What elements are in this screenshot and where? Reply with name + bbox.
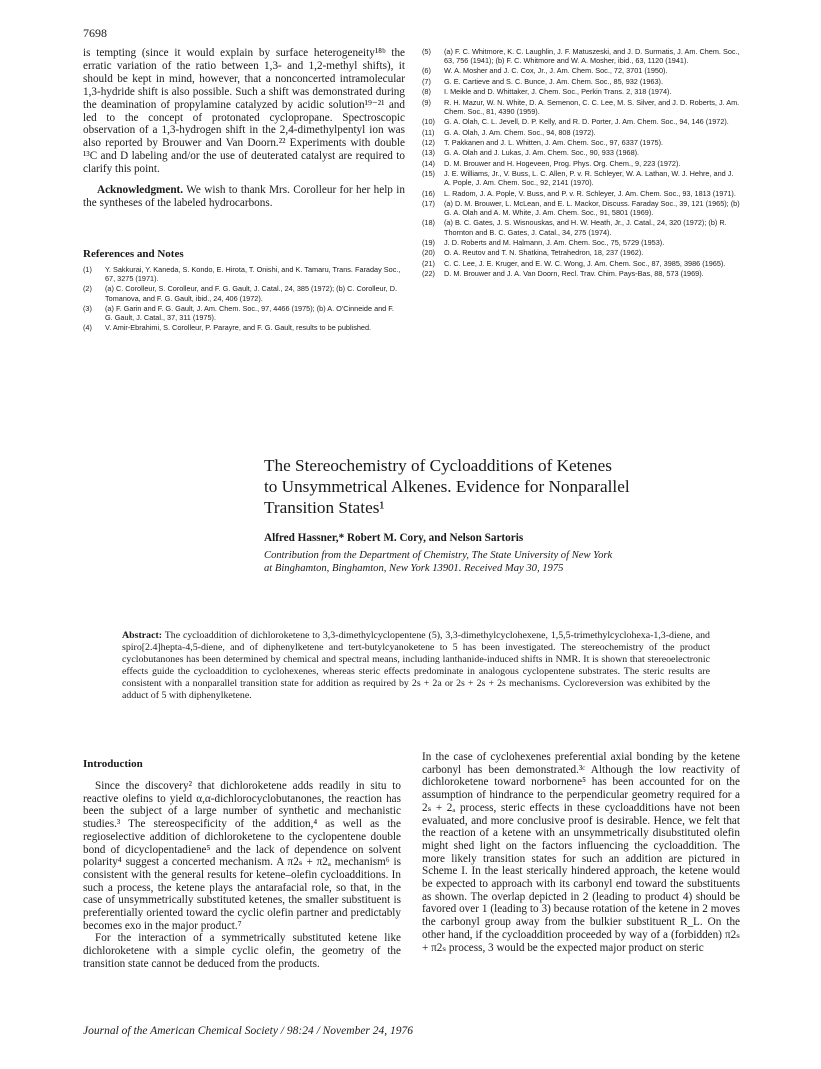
reference-item: (1) Y. Sakkurai, Y. Kaneda, S. Kondo, E. Hirota, T. Onishi, and K. Tamaru, Trans. Faraday Soc., 67, 3275 (1971).	[83, 265, 401, 284]
affiliation: Contribution from the Department of Chemistry, The State University of New York at Binghamton, Binghamton, New York 13901. Received May 30, 1975	[264, 550, 613, 574]
reference-item: (13) G. A. Olah and J. Lukas, J. Am. Chem. Soc., 90, 933 (1968).	[422, 148, 640, 158]
reference-item: (5) (a) F. C. Whitmore, K. C. Laughlin, J. F. Matuszeski, and J. D. Surmatis, J. Am. Chem. Soc., 63, 756 (1941); (b) F. C. Whitmore and W. A. Mosher, ibid., 63, 1120 (1941).	[422, 47, 740, 66]
reference-item: (11) G. A. Olah, J. Am. Chem. Soc., 94, 808 (1972).	[422, 127, 596, 137]
abstract	[122, 630, 710, 701]
reference-item: (6) W. A. Mosher and J. C. Cox, Jr., J. Am. Chem. Soc., 72, 3701 (1950).	[422, 66, 668, 76]
reference-item: (15) J. E. Williams, Jr., V. Buss, L. C. Allen, P. v. R. Schleyer, W. A. Lathan, W. J. Hehre, and J. A. Pople, J. Am. Chem. Soc., 92, 2141 (1970).	[422, 169, 734, 188]
left-column-text	[83, 47, 405, 210]
references-list-left	[83, 265, 403, 334]
reference-item: (16) L. Radom, J. A. Pople, V. Buss, and P. v. R. Schleyer, J. Am. Chem. Soc., 93, 1813 (1971).	[422, 188, 736, 198]
acknowledgment-text: We wish to thank Mrs. Corolleur for her help in the syntheses of the labeled hydrocarbons.	[83, 184, 405, 209]
article-title: The Stereochemistry of Cycloadditions of Ketenes to Unsymmetrical Alkenes. Evidence for Nonparallel Transition States¹	[264, 456, 630, 517]
body-paragraph: is tempting (since it would explain by surface heterogeneity¹⁸ᵇ the erratic variation of the ratio between 1,3- and 1,2-methyl shifts), it should be kept in mind, however, that a nonconcerted intramolecular 1,3-hydride shift is also possible. Such a shift was demonstrated during the deamination of propylamine catalyzed by acidic solution¹⁹⁻²¹ and led to the concept of protonated cyclopropane. Spectroscopic observation of a 1,3-hydrogen shift in the 2,4-dimethylpentyl ion was also reported by Brouwer and Van Doorn.²² Experiments with double ¹³C and D labeling and/or the use of deuterated catalyst are required to clarify this point.	[83, 47, 405, 176]
reference-item: (3) (a) F. Garin and F. G. Gault, J. Am. Chem. Soc., 97, 4466 (1975); (b) A. O'Cinneide and F. G. Gault, J. Catal., 37, 311 (1975).	[83, 303, 394, 323]
introduction-right-column	[422, 751, 740, 954]
reference-item: (4) V. Amir-Ebrahimi, S. Corolleur, P. Parayre, and F. G. Gault, results to be published.	[83, 323, 372, 333]
acknowledgment-heading: Acknowledgment.	[97, 184, 184, 197]
reference-item: (8) I. Meikle and D. Whittaker, J. Chem. Soc., Perkin Trans. 2, 318 (1974).	[422, 87, 672, 97]
references-list-right	[422, 47, 740, 285]
reference-item: (14) D. M. Brouwer and H. Hogeveen, Prog. Phys. Org. Chem., 9, 223 (1972).	[422, 158, 681, 168]
abstract-label: Abstract:	[122, 630, 163, 641]
introduction-left-column	[83, 780, 401, 971]
introduction-heading: Introduction	[83, 758, 143, 770]
acknowledgment	[83, 184, 405, 210]
reference-item: (20) O. A. Reutov and T. N. Shatkina, Tetrahedron, 18, 237 (1962).	[422, 248, 644, 258]
page-number: 7698	[83, 26, 107, 40]
reference-item: (22) D. M. Brouwer and J. A. Van Doorn, Recl. Trav. Chim. Pays-Bas, 88, 573 (1969).	[422, 269, 704, 279]
reference-item: (2) (a) C. Corolleur, S. Corolleur, and F. G. Gault, J. Catal., 24, 385 (1972); (b) C. Corolleur, D. Tomanova, and F. G. Gault, ibid., 24, 406 (1972).	[83, 284, 397, 303]
abstract-text: The cycloaddition of dichloroketene to 3,3-dimethylcyclopentene (5), 3,3-dimethylcyclohexene, 1,5,5-trimethylcyclohexa-1,3-diene, and spiro[2.4]hepta-4,5-diene, and of diphenylketene and tert-butylcyanoketene to 5 has been investigated. The stereochemistry of the product cyclobutanones has been determined by chemical and spectral means, including lanthanide-induced shifts in NMR. It is shown that stereoelectronic effects guide the cycloaddition to cyclohexenes, whereas steric effects predominate in analogous cyclopentene substrates. The steric results are consistent with a nonparallel transition state for addition as required by 2s + 2a or 2s + 2s + 2s mechanisms. Cycloreversion was exhibited by the adduct of 5 with diphenylketene.	[122, 630, 710, 701]
authors: Alfred Hassner,* Robert M. Cory, and Nelson Sartoris	[264, 532, 524, 545]
reference-item: (10) G. A. Olah, C. L. Jevell, D. P. Kelly, and R. D. Porter, J. Am. Chem. Soc., 94, 146 (1972).	[422, 117, 729, 127]
reference-item: (21) C. C. Lee, J. E. Kruger, and E. W. C. Wong, J. Am. Chem. Soc., 87, 3985, 3986 (1965).	[422, 258, 726, 268]
reference-item: (7) G. E. Cartieve and S. C. Bunce, J. Am. Chem. Soc., 85, 932 (1963).	[422, 76, 664, 86]
body-paragraph: Since the discovery² that dichloroketene adds readily in situ to reactive olefins to yield α,α-dichlorocyclobutanones, the reaction has been the subject of a large number of synthetic and mechanistic studies.³ The stereospecificity of the addition,⁴ as well as the regioselective addition of dichloroketene to the cyclopentene double bond of dicyclopentadiene⁵ and the lack of dependence on solvent polarity⁴ suggest a concerted mechanism. A π2ₛ + π2ₐ mechanism⁶ is consistent with the general results for ketene–olefin cycloadditions. In such a process, the ketene plays the antarafacial role, so that, in the case of unsymmetrically substituted ketenes, the smaller substituent is preferentially oriented toward the cyclic olefin partner and predictably becomes exo in the major product.⁷	[83, 780, 401, 932]
reference-item: (18) (a) B. C. Gates, J. S. Wisnouskas, and H. W. Heath, Jr., J. Catal., 24, 320 (1972); (b) R. Thornton and B. C. Gates, J. Catal., 34, 275 (1974).	[422, 218, 727, 237]
journal-footer: Journal of the American Chemical Society / 98:24 / November 24, 1976	[83, 1025, 414, 1037]
references-heading: References and Notes	[83, 248, 184, 260]
reference-item: (17) (a) D. M. Brouwer, L. McLean, and E. L. Mackor, Discuss. Faraday Soc., 39, 121 (1965); (b) G. A. Olah and A. M. White, J. Am. Chem. Soc., 91, 5801 (1969).	[422, 198, 740, 218]
reference-item: (9) R. H. Mazur, W. N. White, D. A. Semenon, C. C. Lee, M. S. Silver, and J. D. Roberts, J. Am. Chem. Soc., 81, 4390 (1959).	[422, 97, 740, 116]
reference-item: (19) J. D. Roberts and M. Halmann, J. Am. Chem. Soc., 75, 5729 (1953).	[422, 237, 665, 247]
article-header	[264, 456, 724, 576]
reference-item: (12) T. Pakkanen and J. L. Whitten, J. Am. Chem. Soc., 97, 6337 (1975).	[422, 137, 664, 147]
body-paragraph: In the case of cyclohexenes preferential axial bonding by the ketene carbonyl has been demonstrated.³ᶜ Although the low reactivity of dichloroketene toward norbornene⁵ has been accounted for on the assumption of hindrance to the perpendicular geometry required for a 2ₛ + 2ₐ process, steric effects in these cycloadditions have not been evaluated, and more conclusive proof is desirable. Hence, we felt that the reaction of a ketene with an unsymmetrically disubstituted olefin might shed light on the factors influencing the cycloaddition. The more likely transition states for such an addition are pictured in Scheme I. In the least sterically hindered approach, the ketene would be expected to approach with its carbonyl end toward the substituents as shown. The overlap depicted in 2 (leading to product 4) should be favored over 1 (leading to 3) because rotation of the ketene in 2 moves the carbonyl group away from the bulkier substituent R_L. On the other hand, if the cycloaddition proceeded by way of a (forbidden) π2ₛ + π2ₛ process, 3 would be the expected major product on steric	[422, 751, 740, 954]
body-paragraph: For the interaction of a symmetrically substituted ketene like dichloroketene with a simple cyclic olefin, the geometry of the transition state cannot be deduced from the products.	[83, 932, 401, 970]
